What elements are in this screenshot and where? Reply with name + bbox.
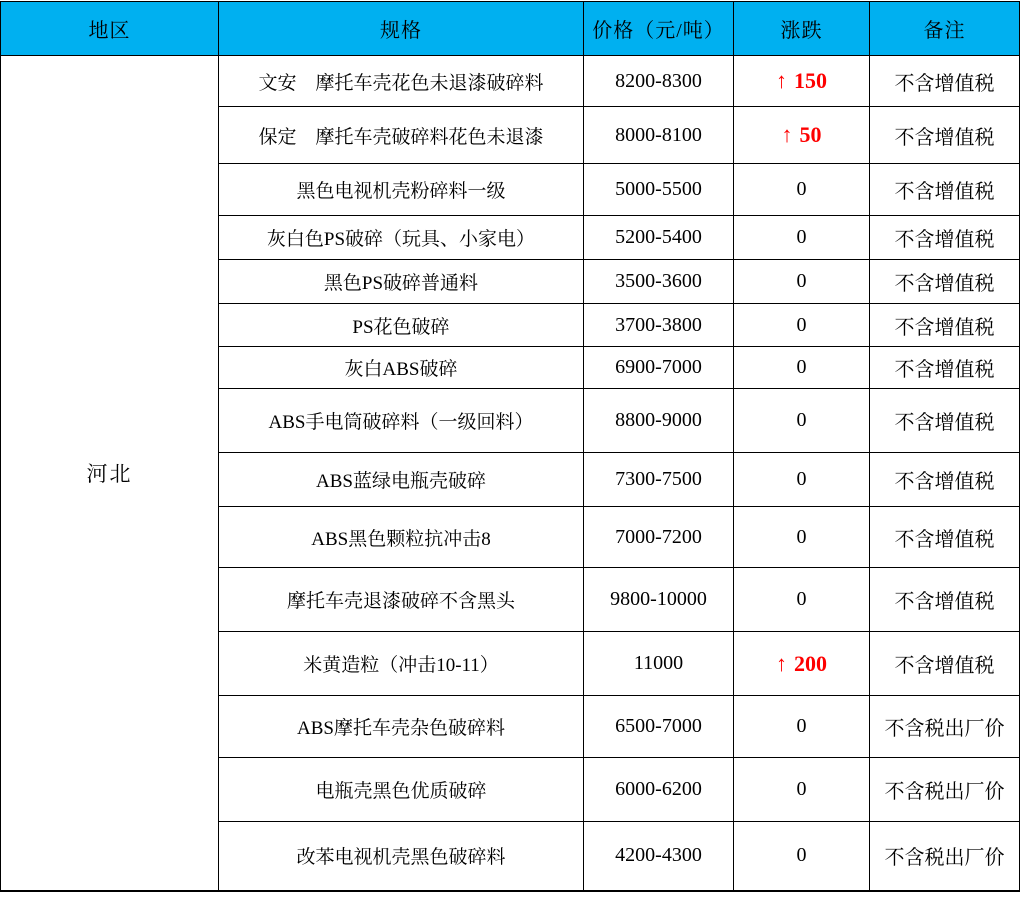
change-cell — [734, 260, 870, 304]
spec-cell: PS花色破碎 — [219, 304, 584, 347]
change-cell — [734, 164, 870, 216]
spec-cell: ABS手电筒破碎料（一级回料） — [219, 389, 584, 453]
change-cell — [734, 56, 870, 107]
spec-cell: 改苯电视机壳黑色破碎料 — [219, 822, 584, 891]
spec-cell: 电瓶壳黑色优质破碎 — [219, 758, 584, 822]
header-price: 价格（元/吨） — [584, 2, 734, 56]
header-note: 备注 — [870, 2, 1020, 56]
price-cell: 4200-4300 — [584, 822, 734, 891]
change-value: 0 — [796, 778, 807, 800]
up-arrow-icon: ↑ — [781, 122, 793, 147]
price-cell: 7000-7200 — [584, 507, 734, 568]
change-cell — [734, 758, 870, 822]
change-cell — [734, 389, 870, 453]
up-arrow-icon: ↑ — [776, 650, 787, 676]
price-table — [0, 1, 1020, 892]
note-cell: 不含增值税 — [870, 216, 1020, 260]
spec-cell: 黑色电视机壳粉碎料一级 — [219, 164, 584, 216]
change-cell — [734, 347, 870, 389]
change-value: 0 — [796, 313, 807, 336]
note-cell: 不含增值税 — [870, 164, 1020, 216]
spec-cell: ABS蓝绿电瓶壳破碎 — [219, 453, 584, 507]
header-region: 地区 — [1, 2, 219, 56]
note-cell: 不含增值税 — [870, 568, 1020, 632]
spec-cell: 灰白ABS破碎 — [219, 347, 584, 389]
spec-cell: 黑色PS破碎普通料 — [219, 260, 584, 304]
change-cell — [734, 453, 870, 507]
table-row — [1, 56, 1020, 107]
table-header — [1, 2, 1020, 56]
spec-cell: 灰白色PS破碎（玩具、小家电） — [219, 216, 584, 260]
note-cell: 不含增值税 — [870, 632, 1020, 696]
note-cell: 不含增值税 — [870, 107, 1020, 164]
change-value: 0 — [796, 178, 807, 200]
spec-cell: ABS摩托车壳杂色破碎料 — [219, 696, 584, 758]
note-cell: 不含税出厂价 — [870, 758, 1020, 822]
spec-cell: ABS黑色颗粒抗冲击8 — [219, 507, 584, 568]
note-cell: 不含税出厂价 — [870, 822, 1020, 891]
spec-cell: 摩托车壳退漆破碎不含黑头 — [219, 568, 584, 632]
change-cell — [734, 696, 870, 758]
change-value: 50 — [799, 122, 822, 147]
price-cell: 7300-7500 — [584, 453, 734, 507]
price-cell: 8800-9000 — [584, 389, 734, 453]
price-cell: 6000-6200 — [584, 758, 734, 822]
note-cell: 不含增值税 — [870, 453, 1020, 507]
note-cell: 不含增值税 — [870, 507, 1020, 568]
price-cell: 5000-5500 — [584, 164, 734, 216]
change-value: 0 — [796, 468, 807, 490]
change-cell — [734, 507, 870, 568]
price-cell: 8200-8300 — [584, 56, 734, 107]
price-cell: 3500-3600 — [584, 260, 734, 304]
change-cell — [734, 304, 870, 347]
change-value: 0 — [796, 409, 807, 431]
price-cell: 6900-7000 — [584, 347, 734, 389]
change-cell — [734, 822, 870, 891]
table-body — [1, 56, 1020, 891]
price-cell: 11000 — [584, 632, 734, 696]
note-cell: 不含增值税 — [870, 56, 1020, 107]
price-cell: 3700-3800 — [584, 304, 734, 347]
spec-cell: 文安 摩托车壳花色未退漆破碎料 — [219, 56, 584, 107]
change-value: 150 — [794, 68, 827, 93]
region-cell: 河北 — [1, 56, 219, 891]
price-cell: 6500-7000 — [584, 696, 734, 758]
change-value: 0 — [796, 525, 807, 548]
header-change: 涨跌 — [734, 2, 870, 56]
note-cell: 不含税出厂价 — [870, 696, 1020, 758]
price-cell: 5200-5400 — [584, 216, 734, 260]
spec-cell: 米黄造粒（冲击10-11） — [219, 632, 584, 696]
note-cell: 不含增值税 — [870, 304, 1020, 347]
spec-cell: 保定 摩托车壳破碎料花色未退漆 — [219, 107, 584, 164]
change-cell — [734, 632, 870, 696]
change-value: 0 — [796, 270, 807, 292]
change-cell — [734, 216, 870, 260]
price-cell: 9800-10000 — [584, 568, 734, 632]
change-cell — [734, 107, 870, 164]
header-spec: 规格 — [219, 2, 584, 56]
change-value: 0 — [796, 356, 807, 378]
note-cell: 不含增值税 — [870, 260, 1020, 304]
change-value: 0 — [796, 226, 807, 248]
change-value: 200 — [794, 650, 827, 676]
change-value: 0 — [796, 715, 807, 737]
change-value: 0 — [796, 588, 807, 610]
note-cell: 不含增值税 — [870, 347, 1020, 389]
note-cell: 不含增值税 — [870, 389, 1020, 453]
header-row — [1, 2, 1020, 56]
change-cell — [734, 568, 870, 632]
change-value: 0 — [796, 844, 807, 867]
price-cell: 8000-8100 — [584, 107, 734, 164]
up-arrow-icon: ↑ — [776, 68, 787, 93]
